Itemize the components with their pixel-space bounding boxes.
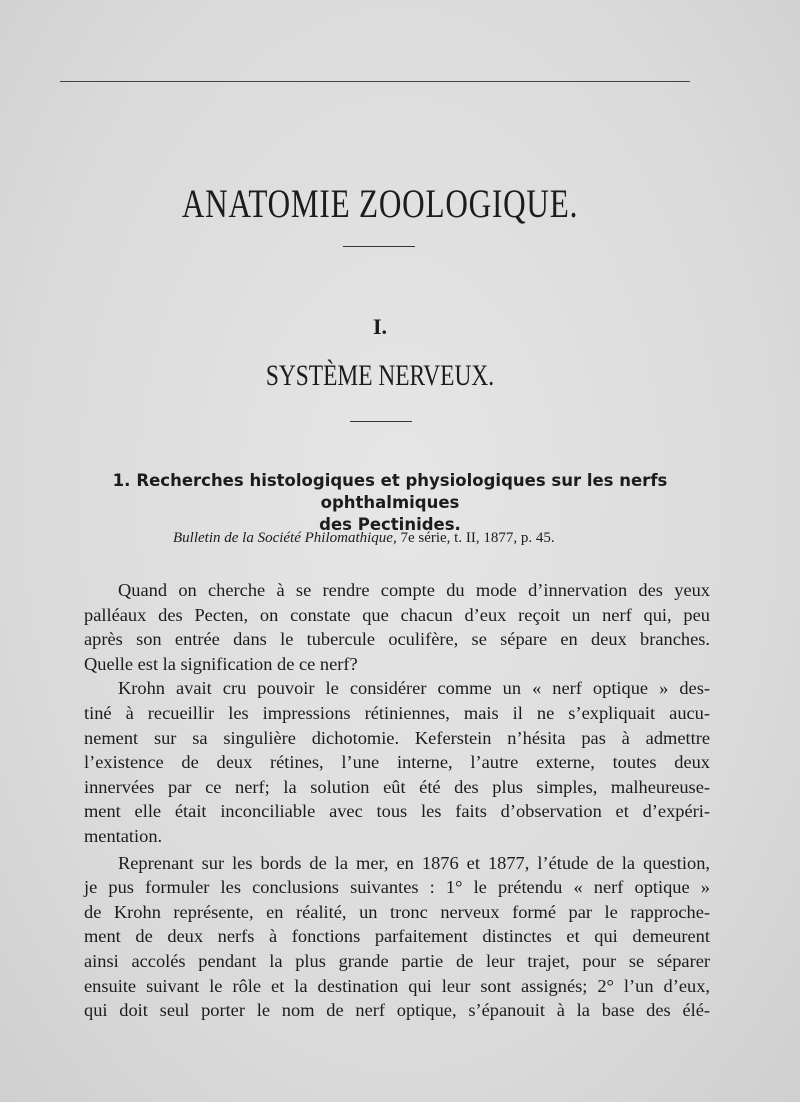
subsection-title: SYSTÈME NERVEUX. (265, 359, 495, 392)
section-title: ANATOMIE ZOOLOGIQUE. (181, 181, 579, 226)
text-line: Quand on cherche à se rendre compte du mode d’innervation des yeux (118, 580, 710, 600)
text-line: nement sur sa singulière dichotomie. Keferstein n’hésita pas à admettre (84, 727, 710, 748)
article-title-line-1 (70, 470, 710, 514)
text-line: Reprenant sur les bords de la mer, en 1876 et 1877, l’étude de la question, (118, 852, 710, 873)
subsection-divider (350, 421, 412, 422)
article-heading (70, 470, 710, 536)
text-line: ainsi accolés pendant la plus grande partie de leur trajet, pour se séparer (84, 950, 710, 971)
article-number: 1. (112, 471, 131, 490)
text-line: après son entrée dans le tubercule oculifère, se sépare en deux branches. (84, 629, 710, 650)
paragraph (84, 851, 710, 1023)
text-line: Krohn avait cru pouvoir le considérer comme un « nerf optique » des- (118, 678, 710, 699)
citation-details: 7e série, t. II, 1877, p. 45. (396, 530, 555, 546)
text-line: palléaux des Pecten, on constate que chacun d’eux reçoit un nerf qui, peu (84, 604, 710, 625)
citation-journal: Bulletin de la Société Philomathique, (173, 530, 397, 546)
title-divider (343, 246, 415, 247)
article-title-text: Recherches histologiques et physiologiques sur les nerfs ophthalmiques (136, 471, 668, 512)
text-line: ensuite suivant le rôle et la destination qui leur sont assignés; 2° l’un d’eux, (84, 975, 710, 996)
text-line: tiné à recueillir les impressions rétiniennes, mais il ne s’expliquait aucu- (84, 702, 710, 723)
text-line: je pus formuler les conclusions suivantes : 1° le prétendu « nerf optique » (84, 877, 710, 898)
text-line: Quelle est la signification de ce nerf? (84, 653, 358, 674)
text-line: ment de deux nerfs à fonctions parfaitement distinctes et qui demeurent (84, 926, 710, 947)
paragraph (84, 676, 710, 848)
text-line: ment elle était inconciliable avec tous les faits d’observation et d’expéri- (84, 801, 710, 822)
body-text (84, 578, 710, 1023)
text-line: qui doit seul porter le nom de nerf optique, s’épanouit à la base des élé- (84, 1000, 710, 1021)
text-line: l’existence de deux rétines, l’une interne, l’autre externe, toutes deux (84, 752, 710, 773)
paragraph (84, 578, 710, 676)
section-number: I. (372, 314, 388, 339)
text-line: innervées par ce nerf; la solution eût été des plus simples, malheureuse- (84, 776, 710, 797)
citation (173, 530, 555, 547)
article-title-line-2: des Pectinides. (319, 515, 461, 534)
text-line: de Krohn représente, en réalité, un tronc nerveux formé par le rapproche- (84, 901, 710, 922)
text-line: mentation. (84, 825, 163, 846)
top-rule (60, 81, 690, 82)
